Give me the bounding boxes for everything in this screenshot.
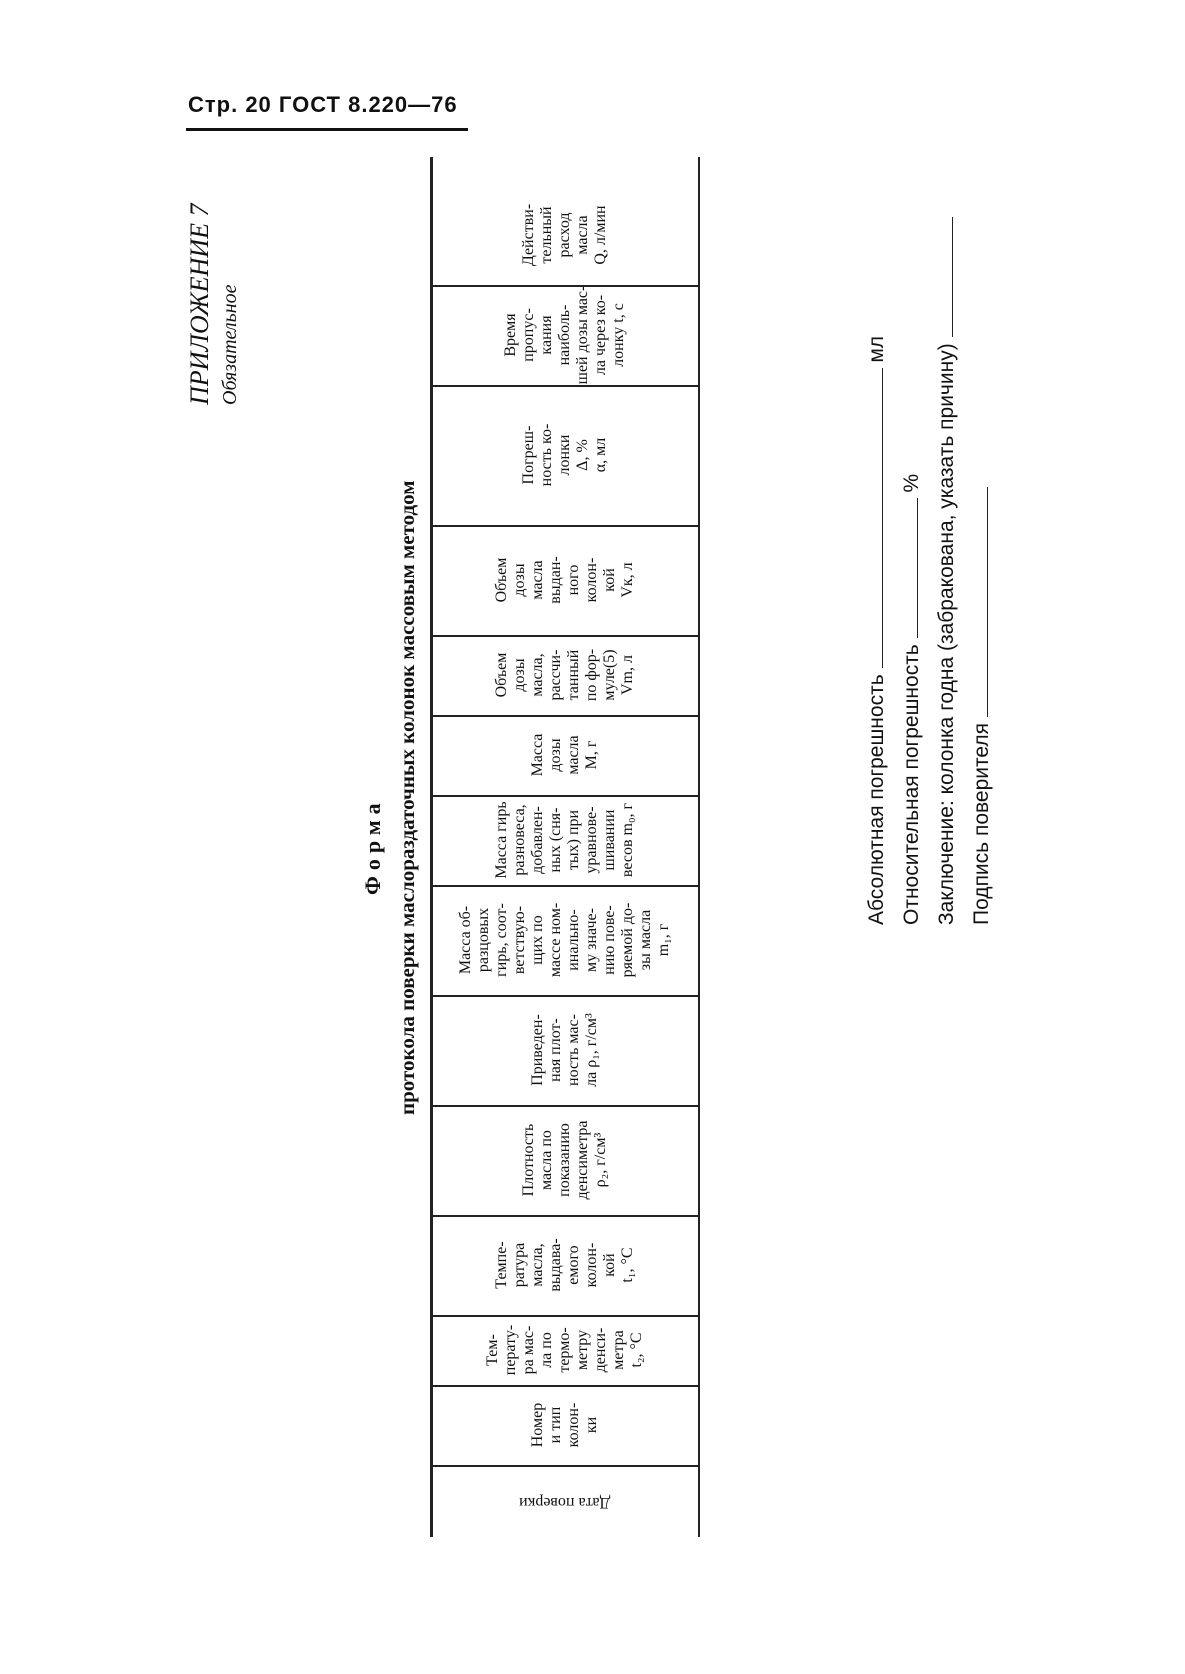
form-title: протокола поверки маслораздаточных колонок массовым методом — [395, 480, 419, 1115]
rel-error-blank[interactable] — [917, 498, 918, 638]
column-header — [430, 525, 700, 637]
signature-label: Подпись поверителя — [970, 723, 993, 925]
rel-error-line — [900, 474, 924, 925]
date-column — [430, 1467, 700, 1537]
column-header — [430, 635, 700, 717]
rel-error-label: Относительная погрешность — [900, 644, 923, 925]
column-header-label: Объем дозы масла, рассчи- танный по фор- муле(5) Vm, л — [493, 648, 636, 702]
abs-error-unit: мл — [865, 335, 888, 363]
column-header — [430, 885, 700, 997]
abs-error-blank[interactable] — [882, 369, 883, 669]
signature-blank[interactable] — [987, 487, 988, 717]
column-header-label: Время пропус- кания наиболь- шей дозы мас- ла через ко- лонку t, с — [502, 285, 627, 385]
column-header — [430, 1215, 700, 1317]
rotated-page — [175, 165, 1045, 1545]
conclusion-label: Заключение: колонка годна (забракована, указать причину) — [935, 343, 958, 925]
column-header — [430, 285, 700, 387]
column-header-label: Приведен- ная плот- ность мас- ла ρ₁, г/см³ — [529, 1013, 600, 1087]
column-header — [430, 1315, 700, 1387]
appendix-title: ПРИЛОЖЕНИЕ 7 — [185, 203, 214, 405]
form-label: Форма — [360, 797, 385, 895]
column-header-label: Темпе- ратура масла, выдава- емого колон- кой t₁, °C — [493, 1238, 636, 1292]
column-header-label: Погреш- ность ко- лонки Δ, % α, мл — [520, 423, 609, 487]
date-label: Дата поверки — [519, 1494, 611, 1511]
column-header-label: Действи- тельный расход масла Q, л/мин — [520, 203, 609, 267]
column-header — [430, 995, 700, 1107]
appendix-subtitle: Обязательное — [219, 284, 241, 405]
column-header-label: Плотность масла по показанию денсиметра ρ₂, г/см³ — [520, 1120, 609, 1200]
header-rule — [186, 128, 468, 131]
column-header-label: Масса гирь разновеса, добавлен- ных (сня- тых) при уравнове- шивании весов m₀, г — [493, 801, 636, 879]
column-header-label: Объем дозы масла выдан- ного колон- кой Vк, л — [493, 556, 636, 604]
signature-line — [970, 487, 994, 925]
column-header-label: Номер и тип колон- ки — [529, 1402, 600, 1448]
column-header-label: Тем- перату- ра мас- ла по термо- метру денси- метра t₂, °C — [484, 1324, 645, 1376]
column-header — [430, 795, 700, 887]
protocol-table — [430, 157, 700, 1537]
column-header — [430, 185, 700, 287]
column-header-label: Масса об- разцовых гирь, соот- ветствую- щих по массе ном- инально- му значе- нию пове- ряемой до- зы масла m₁, г — [457, 902, 672, 978]
rel-error-unit: % — [900, 473, 923, 493]
column-header-label: Масса дозы масла M, г — [529, 733, 600, 777]
conclusion-blank[interactable] — [952, 217, 953, 337]
conclusion-line — [935, 217, 959, 925]
column-header — [430, 715, 700, 797]
column-header — [430, 385, 700, 527]
page-header: Стр. 20 ГОСТ 8.220—76 — [188, 92, 458, 117]
abs-error-line — [865, 336, 889, 925]
column-header — [430, 1385, 700, 1467]
column-header — [430, 1105, 700, 1217]
abs-error-label: Абсолютная погрешность — [865, 674, 888, 925]
